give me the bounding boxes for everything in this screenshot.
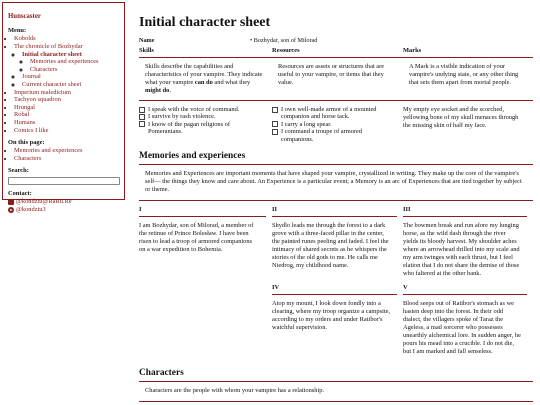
- skill-item: [139, 113, 264, 120]
- resource-item: [272, 106, 395, 121]
- resource-checkbox[interactable]: [272, 107, 278, 113]
- memories-row-2: [139, 282, 533, 360]
- menu-link-journal[interactable]: Journal: [22, 73, 41, 81]
- menu-item-memories[interactable]: [30, 58, 120, 66]
- menu-link-humans[interactable]: Humans: [14, 119, 36, 127]
- menu-item-comics[interactable]: [14, 127, 120, 135]
- resource-text: I own well-made armor of a mounted companion and horse tack.: [281, 106, 377, 121]
- menu-link-kobolds[interactable]: Kobolds: [14, 35, 36, 43]
- sheet-items: [139, 101, 533, 143]
- name-value: • Bozhydar, son of Milorad: [250, 37, 317, 45]
- marks-header: Marks: [403, 45, 533, 58]
- skill-item: [139, 106, 264, 113]
- menu-link-imperium[interactable]: Imperium maledictum: [14, 88, 71, 96]
- on-page-item-memories[interactable]: [14, 147, 120, 155]
- memory-entry: [403, 204, 533, 282]
- memory-text: The bowmen break and run afore my lunging horse, as the wild dash through the river yields its bloody harvest. My shoulder aches where an arrowhead drilled into my scale and my arm twinges with each thrust, but I feel elation that I do not share the demise of those who faltered at the other bank.: [403, 222, 520, 278]
- on-page-item-characters[interactable]: [14, 155, 120, 163]
- memory-number: III: [403, 206, 527, 217]
- resource-text: I carry a long spear.: [281, 120, 332, 128]
- skills-intro-emph-1: can do: [194, 79, 213, 86]
- sheet-intros: [139, 58, 533, 101]
- skills-intro-text: Skills describe the capabilities and characteristics of your vampire. They indicate what your vampire: [145, 63, 263, 86]
- resource-checkbox[interactable]: [272, 129, 278, 135]
- on-page-link-memories[interactable]: Memories and experiences: [14, 147, 83, 155]
- memories-heading: Memories and experiences: [139, 151, 246, 162]
- contact-heading: Contact:: [8, 190, 32, 198]
- page-title: Initial character sheet: [139, 15, 271, 30]
- menu-link-hrungal[interactable]: Hrungal: [14, 103, 35, 111]
- main-content: [139, 5, 533, 405]
- sidebar: [2, 2, 125, 214]
- menu-link-initial-sheet[interactable]: Initial character sheet: [22, 50, 82, 58]
- search-input[interactable]: [8, 177, 120, 185]
- menu-link-chronicle[interactable]: The chronicle of Bozhydar: [14, 43, 83, 51]
- marks-intro: A Mark is a visible indication of your vampire's undying state, or any other thing that sets them apart from mortal people.: [403, 58, 533, 101]
- skill-text: I survive by rash violence.: [148, 113, 216, 121]
- skills-intro: [139, 58, 272, 101]
- resources-header: Resources: [272, 45, 403, 58]
- on-page-link-characters[interactable]: Characters: [14, 154, 42, 162]
- menu-item-hrungal[interactable]: [14, 104, 120, 112]
- chronicle-submenu: [14, 51, 120, 89]
- skill-checkbox[interactable]: [139, 121, 145, 127]
- menu-link-memories[interactable]: Memories and experiences: [30, 58, 99, 66]
- contact-telegram[interactable]: [8, 206, 120, 214]
- menu-link-tachyon[interactable]: Tachyon squadron: [14, 96, 61, 104]
- resource-text: I command a troupe of armored companions.: [281, 128, 363, 143]
- memory-text: Shydlo leads me through the forest to a dark grove with a three-faced pillar in the center, the painted runes peeling and faded. I feel the intimacy of shared secrets as he whispers the stories of the old gods to me. He calls me Niedrog, my childhood name.: [272, 222, 389, 270]
- memory-text: Blood seeps out of Ratibor's stomach as we hasten deep into the forest. In their odd dialect, the villagers spoke of Taraz the Ageless, a mad sorcerer who possesses unearthly alchemical lore. In sudden anger, he pours his mead into a crucible. I do not die, but I am marked and fall senseless.: [403, 300, 521, 356]
- memory-entry-empty: [139, 282, 272, 360]
- menu-link-robal[interactable]: Robal: [14, 111, 30, 119]
- search-heading: Search:: [8, 167, 29, 175]
- skill-checkbox[interactable]: [139, 107, 145, 113]
- skills-intro-text-3: .: [169, 87, 171, 94]
- skills-header: Skills: [139, 45, 272, 58]
- menu-item-chronicle[interactable]: [14, 43, 120, 89]
- characters-intro: Characters are the people with whom your vampire has a relationship.: [139, 381, 533, 402]
- memory-entry: [272, 282, 403, 360]
- mastodon-icon: [8, 199, 14, 205]
- skills-intro-text-2: and what they: [212, 79, 251, 86]
- resources-intro: Resources are assets or structures that are useful to your vampire, or items that they value.: [272, 58, 403, 101]
- resource-item: [272, 128, 395, 143]
- menu-item-tachyon[interactable]: [14, 96, 120, 104]
- contact-mastodon-link[interactable]: @kondziu@RaRu.Re: [16, 198, 72, 206]
- menu-link-comics[interactable]: Comics I like: [14, 126, 49, 134]
- memory-number: I: [139, 206, 266, 217]
- memory-number: V: [403, 284, 527, 295]
- resources-list: [272, 106, 395, 143]
- menu-item-imperium[interactable]: [14, 89, 120, 97]
- contact-telegram-link[interactable]: @kondziu3: [16, 206, 46, 214]
- memory-text: Atop my mount, I look down fondly into a clearing, where my troop organize a campsite, according to my orders and under Ratibor's watchful supervision.: [272, 300, 391, 332]
- skills-intro-emph-2: might do: [145, 87, 170, 94]
- menu-item-characters[interactable]: [30, 66, 120, 74]
- sheet-headers: [139, 45, 533, 58]
- initial-sheet-submenu: [22, 58, 120, 73]
- skill-item: [139, 121, 264, 136]
- contact-mastodon[interactable]: [8, 198, 120, 206]
- menu-item-humans[interactable]: [14, 119, 120, 127]
- on-page-heading: On this page:: [8, 139, 45, 147]
- memory-number: II: [272, 206, 397, 217]
- memory-entry: [403, 282, 533, 360]
- menu-list: [8, 35, 120, 134]
- menu-item-journal[interactable]: [22, 73, 120, 81]
- memory-number: IV: [272, 284, 397, 295]
- menu-link-characters[interactable]: Characters: [30, 65, 58, 73]
- menu-heading: Menu:: [8, 27, 27, 35]
- resource-checkbox[interactable]: [272, 121, 278, 127]
- memories-row-1: [139, 204, 533, 282]
- skill-text: I speak with the voice of command.: [148, 106, 240, 113]
- site-title-link[interactable]: Hunscaster: [8, 13, 41, 20]
- on-page-list: [8, 147, 120, 162]
- characters-heading: Characters: [139, 368, 184, 379]
- menu-item-kobolds[interactable]: [14, 35, 120, 43]
- marks-text: My empty eye socket and the scorched, yellowing bone of my skull menaces through the missing skin of half my face.: [403, 106, 519, 129]
- skill-checkbox[interactable]: [139, 114, 145, 120]
- menu-link-current-sheet[interactable]: Current character sheet: [22, 81, 82, 89]
- memory-entry: [139, 204, 272, 282]
- menu-item-initial-sheet[interactable]: [22, 51, 120, 74]
- memory-text: I am Bozhydar, son of Milorad, a member of the retinue of Prince Bolesław. I have been risen to lead a troop of armored companions on a war expedition to Bohemia.: [139, 222, 254, 254]
- memories-intro: Memories and Experiences are important moments that have shaped your vampire, crystallized in writing. They make up the core of the vampire's self— the things they know and care about. An Experience is a particular event; a Memory is an arc of Experiences that are tied together by subject or theme.: [139, 164, 533, 201]
- site-title[interactable]: [8, 13, 120, 21]
- skills-list: [139, 106, 264, 136]
- memory-entry: [272, 204, 403, 282]
- name-label: Name: [139, 37, 155, 44]
- skill-text: I know of the pagan religions of Pomeranians.: [148, 120, 230, 136]
- menu-item-current-sheet[interactable]: [22, 81, 120, 89]
- telegram-icon: [8, 207, 14, 213]
- name-row: [139, 37, 533, 45]
- resource-item: [272, 121, 395, 128]
- menu-item-robal[interactable]: [14, 111, 120, 119]
